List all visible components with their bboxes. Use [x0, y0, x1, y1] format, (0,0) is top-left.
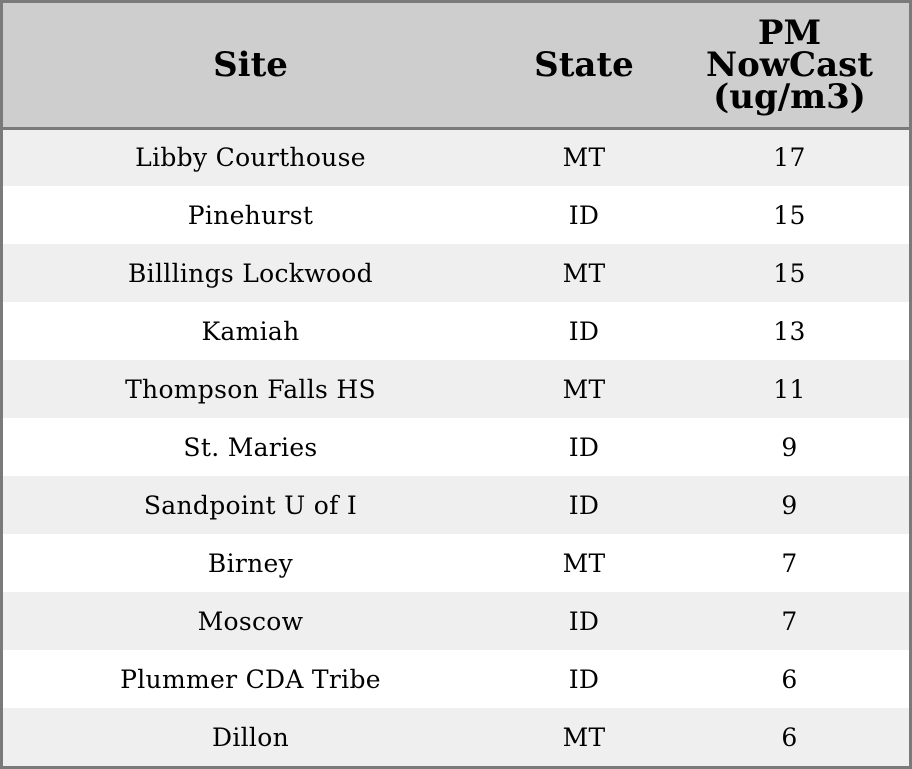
cell-site: Libby Courthouse [135, 143, 366, 173]
table-row [3, 476, 909, 534]
table-header [3, 3, 909, 128]
cell-state: MT [562, 143, 606, 173]
header-pm-nowcast [670, 3, 909, 128]
table-row [3, 360, 909, 418]
header-state: State [498, 3, 670, 128]
cell-site: St. Maries [183, 432, 318, 462]
table-row [3, 708, 909, 766]
table-row [3, 650, 909, 708]
table-row [3, 128, 909, 186]
cell-pm: 6 [781, 664, 798, 694]
header-site: Site [3, 3, 498, 128]
cell-state: MT [562, 722, 606, 752]
cell-site: Pinehurst [187, 200, 314, 230]
cell-pm: 13 [773, 316, 806, 346]
pm-nowcast-table [3, 3, 909, 766]
table-row [3, 418, 909, 476]
cell-state: ID [568, 490, 600, 520]
cell-pm: 15 [773, 258, 806, 288]
header-pm-line-3: (ug/m3) [713, 76, 866, 117]
cell-site: Billlings Lockwood [128, 258, 373, 288]
cell-pm: 7 [781, 606, 798, 636]
cell-pm: 6 [781, 722, 798, 752]
cell-pm: 9 [781, 490, 798, 520]
header-pm-line-1: PM [757, 12, 822, 53]
cell-pm: 11 [773, 374, 806, 404]
cell-site: Thompson Falls HS [125, 374, 376, 404]
table-row [3, 534, 909, 592]
cell-site: Kamiah [201, 316, 300, 346]
cell-site: Birney [207, 548, 294, 578]
header-row [3, 3, 909, 128]
cell-pm: 17 [773, 143, 806, 173]
cell-state: ID [568, 664, 600, 694]
header-pm-line-2: NowCast [706, 44, 873, 85]
cell-pm: 15 [773, 200, 806, 230]
table-body [3, 128, 909, 766]
cell-state: ID [568, 316, 600, 346]
cell-state: ID [568, 200, 600, 230]
cell-site: Moscow [197, 606, 304, 636]
cell-state: ID [568, 606, 600, 636]
cell-pm: 9 [781, 432, 798, 462]
cell-site: Sandpoint U of I [143, 490, 358, 520]
cell-site: Plummer CDA Tribe [120, 664, 381, 694]
table-row [3, 186, 909, 244]
table-row [3, 592, 909, 650]
cell-state: ID [568, 432, 600, 462]
cell-pm: 7 [781, 548, 798, 578]
cell-site: Dillon [212, 722, 289, 752]
table-row [3, 302, 909, 360]
table-row [3, 244, 909, 302]
cell-state: MT [562, 548, 606, 578]
cell-state: MT [562, 374, 606, 404]
cell-state: MT [562, 258, 606, 288]
